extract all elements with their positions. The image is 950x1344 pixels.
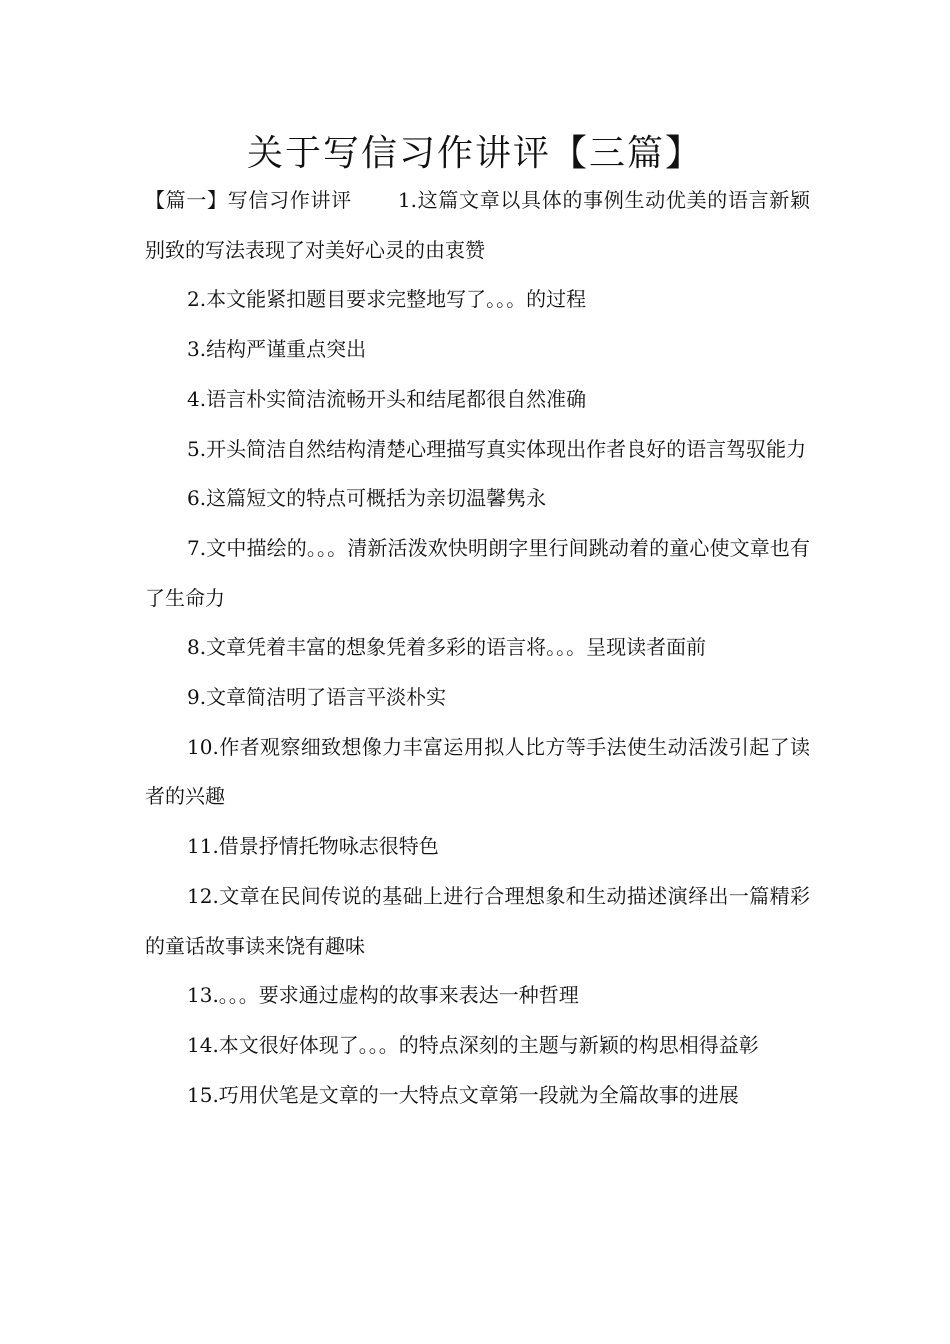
paragraph-3: 3.结构严谨重点突出 <box>187 337 367 362</box>
paragraph-6: 6.这篇短文的特点可概括为亲切温馨隽永 <box>187 486 547 511</box>
paragraph-14: 14.本文很好体现了。。。的特点深刻的主题与新颖的构思相得益彰 <box>187 1032 759 1057</box>
paragraph-12: 12.文章在民间传说的基础上进行合理想象和生动描述演绎出一篇精彩的童话故事读来饶有趣味 <box>145 883 810 958</box>
paragraph-8: 8.文章凭着丰富的想象凭着多彩的语言将。。。呈现读者面前 <box>187 635 707 660</box>
paragraph-4: 4.语言朴实简洁流畅开头和结尾都很自然准确 <box>187 386 587 411</box>
paragraph-13: 13.。。。要求通过虚构的故事来表达一种哲理 <box>187 983 579 1008</box>
paragraph-text: 1.这篇文章以具体的事例生动优美的语言新颖别致的写法表现了对美好心灵的由衷赞 <box>145 188 810 262</box>
paragraph-9: 9.文章简洁明了语言平淡朴实 <box>187 685 447 710</box>
paragraph-5: 5.开头简洁自然结构清楚心理描写真实体现出作者良好的语言驾驭能力 <box>187 436 807 461</box>
paragraph-1 <box>145 176 810 275</box>
document-title: 关于写信习作讲评【三篇】 <box>246 133 703 174</box>
document-body <box>145 176 810 1120</box>
paragraph-10: 10.作者观察细致想像力丰富运用拟人比方等手法使生动活泼引起了读者的兴趣 <box>145 734 810 809</box>
paragraph-15: 15.巧用伏笔是文章的一大特点文章第一段就为全篇故事的进展 <box>187 1082 739 1107</box>
paragraph-2: 2.本文能紧扣题目要求完整地写了。。。的过程 <box>187 287 587 312</box>
section-heading: 【篇一】写信习作讲评 <box>145 188 352 212</box>
paragraph-11: 11.借景抒情托物咏志很特色 <box>187 834 439 859</box>
paragraph-7: 7.文中描绘的。。。清新活泼欢快明朗字里行间跳动着的童心使文章也有了生命力 <box>145 535 810 610</box>
